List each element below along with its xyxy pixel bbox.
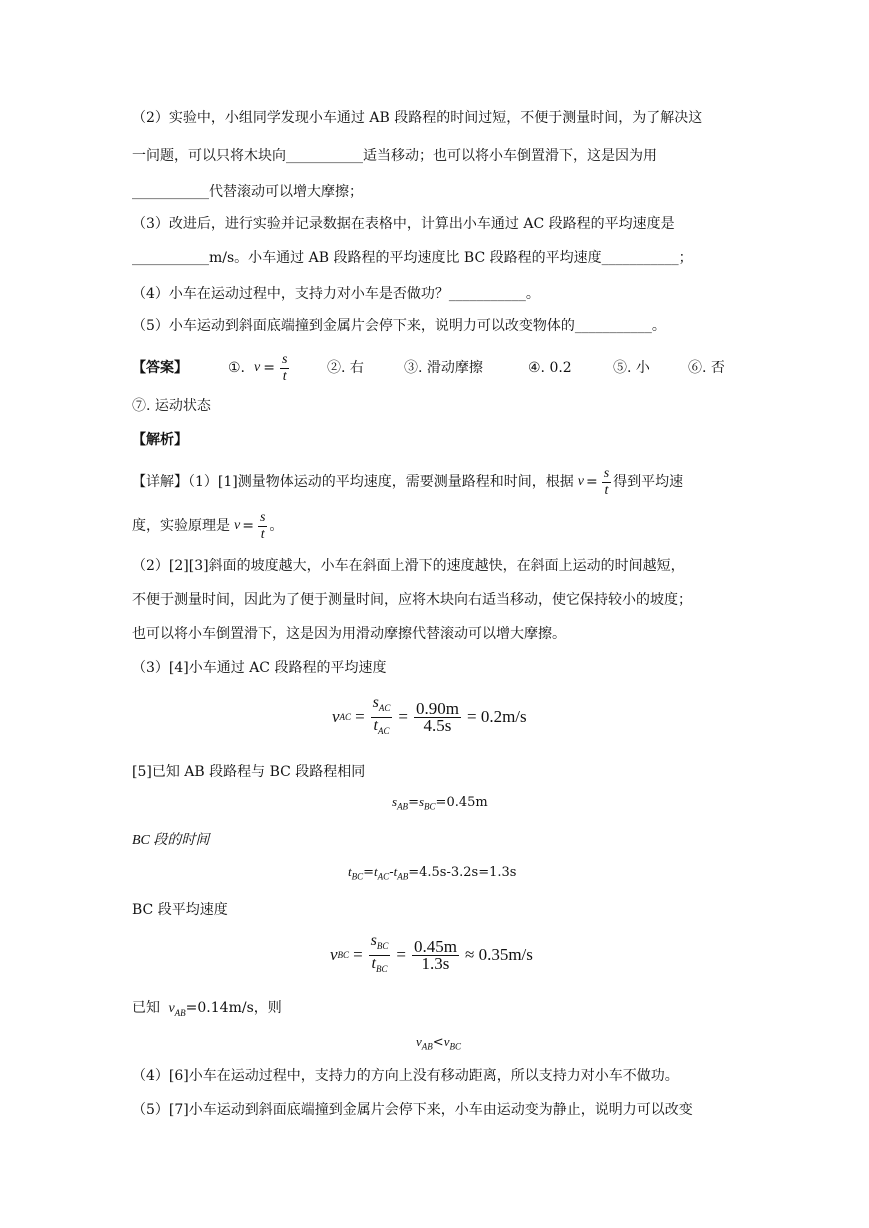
q2-line1: （2）实验中，小组同学发现小车通过 AB 段路程的时间过短，不便于测量时间，为了解决这 — [132, 110, 703, 126]
detail-1-text-b: 得到平均速 — [613, 474, 684, 490]
detail-5: [5]已知 AB 段路程与 BC 段路程相同 — [132, 764, 366, 780]
detail-1-numerator: s — [603, 465, 610, 481]
detail-10: （5）[7]小车运动到斜面底端撞到金属片会停下来，小车由运动变为静止，说明力可以改变 — [132, 1102, 693, 1118]
f1-lhs-sub: AC — [339, 712, 352, 722]
detail-2-line1: （2）[2][3]斜面的坡度越大，小车在斜面上滑下的速度越快，在斜面上运动的时间越短， — [132, 558, 685, 574]
detail-2-line2: 不便于测量时间，因此为了便于测量时间，应将木块向右适当移动，使它保持较小的坡度； — [132, 592, 692, 608]
f3-t2: t — [374, 864, 378, 879]
f1-num: s — [372, 694, 379, 712]
q3-line2: ___________m/s。小车通过 AB 段路程的平均速度比 BC 段路程的平均速度___________； — [132, 250, 693, 266]
answer-1-eq: = — [263, 360, 275, 376]
answer-2: ②. 右 — [327, 360, 364, 376]
q3-line1: （3）改进后，进行实验并记录数据在表格中，计算出小车通过 AC 段路程的平均速度是 — [132, 216, 675, 232]
detail-1-denominator: t — [602, 482, 611, 499]
answer-1-v: v — [254, 360, 261, 375]
answer-1-fraction — [280, 352, 289, 385]
f5-op: < — [432, 1035, 444, 1050]
f4-num: s — [370, 932, 377, 950]
detail-8-b: =0.14m/s，则 — [185, 1000, 282, 1016]
answer-3: ③. 滑动摩擦 — [404, 360, 483, 376]
detail-1-v: v — [577, 474, 584, 489]
detail-8 — [132, 998, 282, 1023]
detail-1-text-c: 度，实验原理是 — [132, 518, 230, 534]
f1-num2: 0.90m — [416, 698, 459, 718]
detail-1-v2: v — [234, 518, 241, 533]
f2-s2: s — [418, 794, 425, 809]
analysis-label: 【解析】 — [132, 432, 188, 448]
f4-rhs: ≈ 0.35m/s — [464, 945, 533, 964]
answer-label: 【答案】 — [132, 360, 188, 376]
formula-v-bc — [330, 930, 533, 980]
f5-v1-sub: AB — [421, 1041, 433, 1052]
formula-compare — [416, 1034, 461, 1052]
q4: （4）小车在运动过程中，支持力对小车是否做功？___________。 — [132, 286, 540, 302]
answer-5: ⑤. 小 — [613, 360, 650, 376]
f2-s1: s — [392, 794, 398, 809]
f4-den: t — [371, 954, 376, 972]
detail-1-fraction — [602, 466, 611, 499]
f4-num2: 0.45m — [414, 936, 457, 956]
detail-1-line1 — [132, 462, 683, 502]
answer-1-numerator: s — [281, 351, 288, 367]
formula-v-ac — [332, 692, 527, 742]
f4-fraction-symbolic — [369, 933, 391, 976]
f1-fraction-numeric — [414, 698, 461, 735]
f1-eq1: = — [355, 707, 365, 726]
detail-1-line2 — [132, 506, 283, 546]
detail-8-sub: AB — [174, 1007, 186, 1018]
answer-1-prefix: ①. — [228, 360, 246, 376]
detail-1-eq2: = — [242, 518, 254, 534]
f1-rhs: = 0.2m/s — [466, 707, 527, 726]
detail-6-text: BC 段的时间 — [132, 833, 210, 848]
detail-1-numerator2: s — [259, 509, 266, 525]
f4-eq1: = — [353, 945, 363, 964]
f1-den: t — [373, 716, 378, 734]
detail-6 — [132, 830, 209, 851]
f3-t2-sub: AC — [377, 871, 390, 882]
detail-1-eq: = — [585, 474, 598, 490]
f3-t1: t — [348, 864, 352, 879]
f5-v2-sub: BC — [449, 1041, 461, 1052]
detail-3: （3）[4]小车通过 AC 段路程的平均速度 — [132, 660, 387, 676]
formula-s-equal: $s_{AB}=s_{BC}=0.45m$ — [392, 794, 488, 812]
detail-2-line3: 也可以将小车倒置滑下，这是因为用滑动摩擦代替滚动可以增大摩擦。 — [132, 626, 566, 642]
answer-6: ⑥. 否 — [688, 360, 725, 376]
detail-1-text-d: 。 — [269, 518, 284, 534]
detail-7: BC 段平均速度 — [132, 902, 228, 918]
answer-1-formula — [254, 348, 291, 388]
f4-lhs-sub: BC — [337, 950, 350, 960]
f1-eq2: = — [398, 707, 408, 726]
detail-1-text-a: 【详解】（1）[1]测量物体运动的平均速度，需要测量路程和时间，根据 — [132, 474, 574, 490]
answer-4: ④. 0.2 — [528, 360, 572, 376]
f3-t3-sub: AB — [397, 871, 409, 882]
f2-val: =0.45m — [435, 795, 488, 810]
detail-8-v: v — [168, 1001, 175, 1016]
f4-eq2: = — [396, 945, 406, 964]
q2-line3: ___________代替滚动可以增大摩擦； — [132, 184, 363, 200]
f3-t3: t — [393, 864, 398, 879]
f1-den-sub: AC — [378, 725, 390, 736]
detail-1-denominator2: t — [258, 526, 267, 543]
f1-num-sub: AC — [378, 703, 391, 714]
f2-s2-sub: BC — [424, 801, 436, 812]
f3-t1-sub: BC — [351, 871, 364, 882]
formula-t-bc: $t_{BC}=t_{AC}-t_{AB}=4.5s-3.2s=1.3s$ — [348, 864, 517, 882]
f1-den2: 4.5s — [414, 717, 461, 734]
f2-s1-sub: AB — [397, 801, 409, 812]
f4-fraction-numeric — [412, 936, 459, 973]
answer-1-denominator: t — [280, 368, 289, 385]
f4-lhs: v — [330, 945, 338, 964]
f5-v2: v — [443, 1034, 450, 1049]
f5-v1: v — [416, 1034, 422, 1049]
f4-den-sub: BC — [376, 963, 388, 974]
f3-val: =4.5s-3.2s=1.3s — [408, 865, 517, 880]
answer-7: ⑦. 运动状态 — [132, 398, 211, 414]
detail-8-a: 已知 — [132, 1000, 160, 1016]
f1-lhs: v — [332, 707, 340, 726]
q2-line2: 一问题，可以只将木块向___________适当移动；也可以将小车倒置滑下，这是因为用 — [132, 148, 657, 164]
f4-num-sub: BC — [376, 941, 389, 952]
f4-den2: 1.3s — [412, 955, 459, 972]
detail-1-fraction2 — [258, 510, 267, 543]
q5: （5）小车运动到斜面底端撞到金属片会停下来，说明力可以改变物体的___________。 — [132, 318, 666, 334]
f1-fraction-symbolic — [371, 695, 393, 738]
detail-9: （4）[6]小车在运动过程中，支持力的方向上没有移动距离，所以支持力对小车不做功。 — [132, 1068, 679, 1084]
